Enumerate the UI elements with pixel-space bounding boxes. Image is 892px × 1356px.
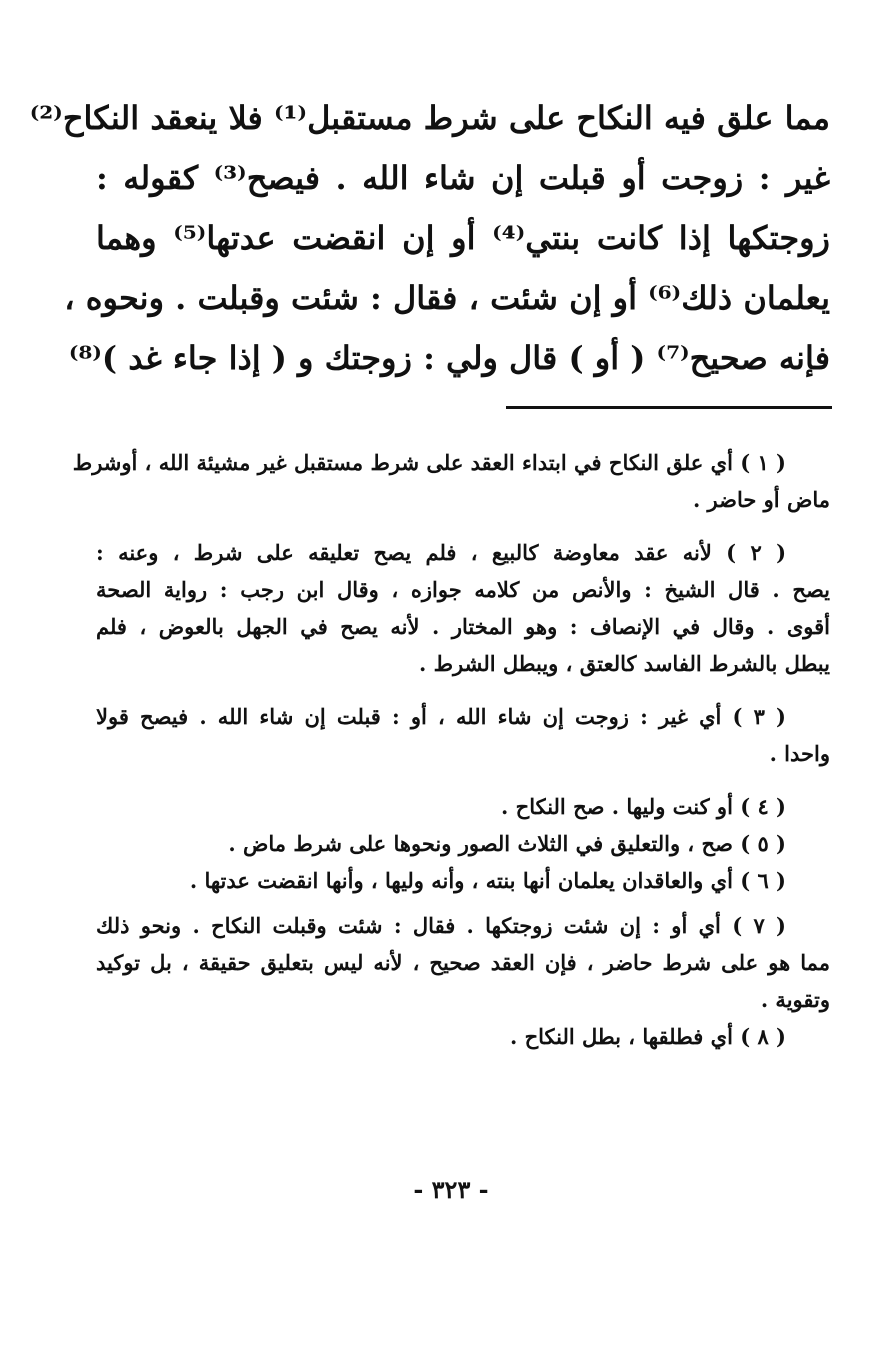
footnote-line: وتقوية . bbox=[760, 987, 830, 1012]
footnote-line: واحدا . bbox=[769, 741, 830, 766]
footnote-7 bbox=[96, 907, 830, 1018]
footnote-2 bbox=[96, 534, 830, 682]
footnote-line: ( ٣ ) أي غير : زوجت إن شاء الله ، أو : قبلت إن شاء الله . فيصح قولا bbox=[96, 704, 786, 729]
footnote-5 bbox=[96, 825, 830, 862]
footnote-1 bbox=[72, 444, 830, 518]
footnote-4 bbox=[96, 788, 830, 825]
main-text-line: فإنه صحيح⁽⁷⁾ ( أو ) قال ولي : زوجتك و ( إذا جاء غد )⁽⁸⁾ bbox=[68, 339, 830, 377]
footnote-line: ( ٦ ) أي والعاقدان يعلمان أنها بنته ، وأنه وليها ، وأنها انقضت عدتها . bbox=[189, 868, 786, 893]
footnote-line: ( ٧ ) أي أو : إن شئت زوجتكها . فقال : شئت وقبلت النكاح . ونحو ذلك bbox=[96, 913, 786, 938]
footnote-8 bbox=[96, 1018, 830, 1055]
main-text bbox=[29, 88, 831, 388]
footnote-3 bbox=[96, 698, 830, 772]
main-text-line: مما علق فيه النكاح على شرط مستقبل⁽¹⁾ فلا ينعقد النكاح⁽²⁾ bbox=[29, 99, 830, 137]
footnote-line: ( ١ ) أي علق النكاح في ابتداء العقد على شرط مستقبل غير مشيئة الله ، أوشرط bbox=[72, 450, 786, 475]
footnote-line: ( ٥ ) صح ، والتعليق في الثلاث الصور ونحوها على شرط ماض . bbox=[228, 831, 786, 856]
footnote-line: ماض أو حاضر . bbox=[692, 487, 830, 512]
footnote-line: ( ٨ ) أي فطلقها ، بطل النكاح . bbox=[509, 1024, 786, 1049]
footnote-6 bbox=[96, 862, 830, 899]
footnotes bbox=[72, 444, 830, 1055]
main-text-line: غير : زوجت أو قبلت إن شاء الله . فيصح⁽³⁾ كقوله : bbox=[96, 159, 831, 197]
footnote-line: مما هو على شرط حاضر ، فإن العقد صحيح ، لأنه ليس بتعليق حقيقة ، بل توكيد bbox=[96, 950, 830, 975]
footnote-line: ( ٤ ) أو كنت وليها . صح النكاح . bbox=[501, 794, 786, 819]
footnote-line: يصح . قال الشيخ : والأنص من كلامه جوازه ، وقال ابن رجب : رواية الصحة bbox=[96, 577, 830, 602]
main-text-line: زوجتكها إذا كانت بنتي⁽⁴⁾ أو إن انقضت عدتها⁽⁵⁾ وهما bbox=[96, 219, 831, 257]
page-number: - ٣٢٣ - bbox=[413, 1175, 489, 1204]
footnote-line: يبطل بالشرط الفاسد كالعتق ، ويبطل الشرط . bbox=[418, 651, 830, 676]
footnote-line: ( ٢ ) لأنه عقد معاوضة كالبيع ، فلم يصح تعليقه على شرط ، وعنه : bbox=[96, 540, 787, 565]
footnote-line: أقوى . وقال في الإنصاف : وهو المختار . لأنه يصح في الجهل بالعوض ، فلم bbox=[96, 614, 830, 639]
footnote-divider bbox=[506, 406, 832, 409]
main-text-line: يعلمان ذلك⁽⁶⁾ أو إن شئت ، فقال : شئت وقبلت . ونحوه ، bbox=[64, 279, 830, 317]
